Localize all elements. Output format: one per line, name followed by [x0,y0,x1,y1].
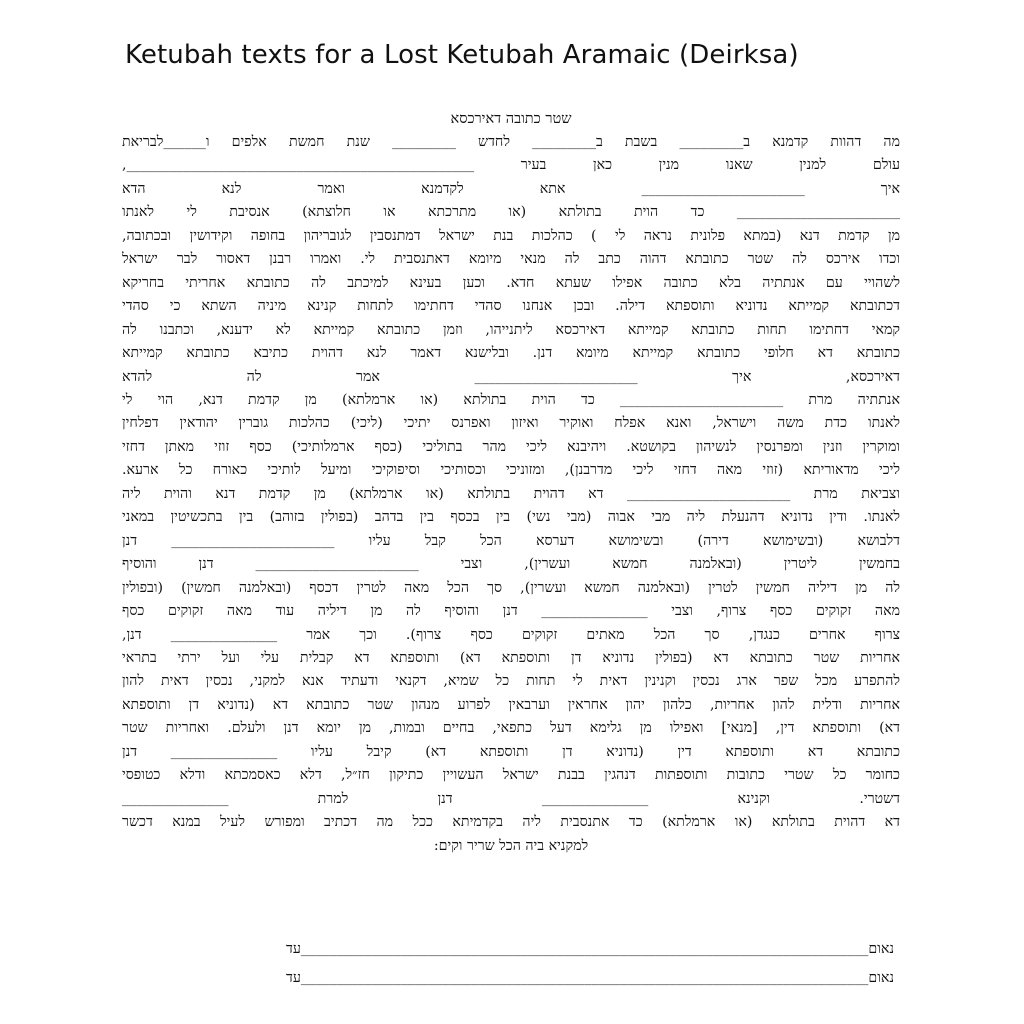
text-line: בחמשין ליטרין (ובאלמנה חמשא ועשרין), וצבי _______________________ דנן והוסיף [122,556,900,573]
text-line: אחריות שטר כתובתא דא (בפולין נדוניא דן ותוספתא דא) ותוספתא דא קבלית עלי ועל ירתי בתראי [122,649,900,666]
text-line: דאירכסא, איך _______________________ אמר לה להדא [122,368,900,385]
page-title: Ketubah texts for a Lost Ketubah Aramaic (Deirksa) [125,40,799,70]
text-line: איך _______________________ אתא לקדמנא ואמר לנא הדא [122,180,900,197]
text-line: כתובתא דא ותוספתא דין (נדוניא דן ותוספתא דא) קיבל עליו _______________ דנן [122,743,900,760]
text-line: מאה זקוקים כסף צרוף, וצבי _______________ דנן והוסיף לה מן דיליה עוד מאה זקוקים כסף [122,603,900,620]
text-line: צרוף אחרים כנגדן, סך הכל מאתים זקוקים כסף צרוף). וכך אמר _______________ דנן, [122,626,900,643]
text-line-final: למקניא ביה הכל שריר וקים: [433,837,589,854]
text-line: _______________________ כד הוית בתולתא (או מתרכתא או חלוצתא) אנסיבת לי לאנתו [122,204,900,221]
text-line: וכדו אירכס לה שטר כתובתא דהוה כתב לה מנאי מיומא דאתנסבית לי. ואמרו רבנן דאסור לבר ישראל [122,251,900,268]
text-line: כתובתא דא חלופי כתובתא קמייתא מיומא דנן. ובלישנא דאמר לנא דהוית כתיבא כתובתא קמייתא [122,345,900,362]
text-line: קמאי דחתימו תחות כתובתא קמייתא דאירכסא ליתנייהו, וזמן כתובתא קמייתא לא ידענא, וכתבנו לה [122,321,900,338]
text-line: מן קדמת דנא (במתא פלונית נראה לי ) כהלכות בנת ישראל דמתנסבין לגובריהון בחופה וקידושין ובכתובה, [122,227,900,244]
text-line: דא דהוית בתולתא (או ארמלתא) כד אתנסבית ליה בקדמיתא ככל מה דכתיב ומפורש לעיל במנא דכשר [122,814,900,831]
text-line: אנתתיה מרת _______________________ כד הוית בתולתא (או ארמלתא) מן קדמת דנא, הוי לי [122,391,900,408]
text-line: להתפרע מכל שפר ארג נכסין וקנינין דאית לי תחות כל שמיא, דקנאי ודעתיד אנא למקני, נכסין דאית להון [122,673,900,690]
text-line: לה מן דיליה חמשין לטרין (ובאלמנה חמשא ועשרין), סך הכל מאה לטרין דכסף (ובאלמנה חמשין) (ובפולין [122,579,900,596]
signature-block [124,935,894,993]
text-line: לאנתו. ודין נדוניא דהנעלת ליה מבי אבוה (מבי נשי) בין בכסף בין בדהב (בפולין בזוהב) בין בתכשיטין במאני [122,509,900,526]
text-line: ליכי מדאוריתא (זוזי מאה דחזי ליכי מדרבנן), ומזוניכי וכסותיכי וסיפוקיכי ומיעל לותיכי כאורח כל ארעא. [122,462,900,479]
text-line: אחריות ודלית להון אחריות, כלהון יהון אחראין וערבאין לפרוע מנהון שטר כתובתא דא (נדוניא דן ותוספתא [122,696,900,713]
witness-signature-line[interactable]: נאום________________________________________________________________________________עד [286,941,894,957]
text-line: כחומר כל שטרי כתובות ותוספתות דנהגין בבנת ישראל העשויין כתיקון חז״ל, דלא כאסמכתא ודלא כטופסי [122,767,900,784]
text-line: ומוקרין וזנין ומפרנסין לנשיהון בקושטא. ויהיבנא ליכי מהר בתוליכי (כסף ארמלותיכי) כסף זוזי מאתן דחזי [122,438,900,455]
text-line: דא) ותוספתא דין, [מנאי] ואפילו מן גלימא דעל כתפאי, בחיים ובמות, מן יומא דנן ולעלם. ואחריות שטר [122,720,900,737]
text-line: לשהויי עם אנתתיה בלא כתובה אפילו שעתא חדא. וכען בעינא למיכתב לה כתובתא אחריתי בחריקא [122,274,900,291]
document-title: שטר כתובה דאירכסא [450,111,572,127]
text-line: וצביאת מרת _______________________ דא דהוית בתולתא (או ארמלתא) מן קדמת דנא והוית ליה [122,485,900,502]
text-line: מה דהוות קדמנא ב_________ בשבת ב_________ לחדש _________ שנת חמשת אלפים ו______לבריאת [122,134,900,150]
text-line: דלבושא (ובשימושא דירה) ובשימושא דערסא הכל קבל עליו _______________________ דנן [122,532,900,549]
ketubah-document [122,107,900,858]
text-line: לאנתו כדת משה וישראל, ואנא אפלח ואוקיר ואיזון ואפרנס יתיכי (ליכי) כהלכות גוברין יהודאין דפלחין [122,415,900,432]
text-line: עולם למנין שאנו מנין כאן בעיר _________________________________________________, [122,157,900,174]
text-line: דשטרי. וקנינא _______________ דנן למרת _______________ [122,790,900,807]
text-line: דכתובתא קמייתא נדוניא ותוספתא דילה. ובכן אנחנו סהדי דחתימו לתחות קנינא מיניה השתא כי סהדי [122,298,900,315]
witness-signature-line[interactable]: נאום________________________________________________________________________________עד [286,970,894,986]
